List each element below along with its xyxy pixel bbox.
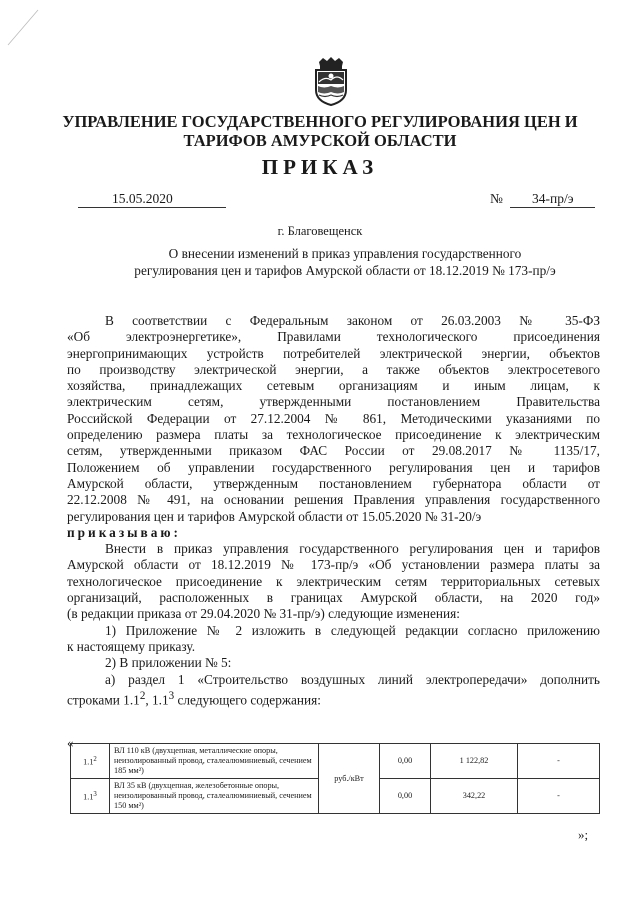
number-underline <box>510 207 595 208</box>
preamble-line: «Об электроэнергетике», Правилами технологического присоединения <box>67 329 600 345</box>
document-type-title: ПРИКАЗ <box>261 155 379 179</box>
quote-close: »; <box>578 827 589 842</box>
order-keyword: приказываю: <box>67 524 181 540</box>
amendment-table <box>70 743 600 814</box>
preamble-line: по производству электрической энергии, а также объектов электросетевого <box>67 361 600 377</box>
row-value-2: 342,22 <box>431 779 518 814</box>
row-name: ВЛ 35 кВ (двухцепная, железобетонные опоры, неизолированный провод, сталеалюминиевый, сечением 150 мм²) <box>110 779 319 814</box>
main-line: Амурской области от 18.12.2019 № 173-пр/э «Об установлении размера платы за <box>67 557 600 573</box>
preamble-line: Положением об управлении государственного регулирования цен и тарифов <box>67 459 600 475</box>
main-line: организаций, расположенных в границах Амурской области, на 2020 год» <box>67 590 600 606</box>
row-number-cell <box>71 779 110 814</box>
row-number-sup: 3 <box>93 790 97 798</box>
preamble-line: В соответствии с Федеральным законом от 26.03.2003 № 35-ФЗ <box>105 313 600 328</box>
number-sign: № <box>490 191 503 206</box>
org-name-line-1: УПРАВЛЕНИЕ ГОСУДАРСТВЕННОГО РЕГУЛИРОВАНИЯ ЦЕН И <box>62 112 578 131</box>
row-number-sup: 2 <box>93 755 97 763</box>
preamble-line: Амурской области, утвержденным постановлением губернатора области от <box>67 475 600 491</box>
preamble-line: 22.12.2008 № 491, на основании решения Правления управления государственного <box>67 492 600 508</box>
order-subject <box>110 246 580 279</box>
item-2a-mid: , 1.1 <box>145 692 169 708</box>
main-line: технологическое присоединение к электрическим сетям территориальных сетевых <box>67 573 600 589</box>
org-name-line-2: ТАРИФОВ АМУРСКОЙ ОБЛАСТИ <box>183 131 457 150</box>
city-name: г. Благовещенск <box>277 224 363 238</box>
item-2a-sup-2: 3 <box>168 689 175 702</box>
table-row <box>71 744 600 779</box>
quote-open: « <box>67 735 74 750</box>
preamble-line: определению размера платы за технологическое присоединение к электрическим <box>67 427 600 443</box>
subject-line-2: регулирования цен и тарифов Амурской области от 18.12.2019 № 173-пр/э <box>134 262 556 278</box>
preamble-line: сетям, утвержденными приказом ФАС России от 29.08.2017 № 1135/17, <box>67 443 600 459</box>
main-line: (в редакции приказа от 29.04.2020 № 31-пр/э) следующие изменения: <box>67 606 460 622</box>
date-underline <box>78 207 226 208</box>
item-1-line-1: 1) Приложение № 2 изложить в следующей редакции согласно приложению <box>105 622 600 638</box>
subject-line-1: О внесении изменений в приказ управления государственного <box>168 246 522 261</box>
item-1-line-2: к настоящему приказу. <box>67 638 196 654</box>
row-value-1: 0,00 <box>380 744 431 779</box>
item-2: 2) В приложении № 5: <box>105 655 232 671</box>
scan-corner-mark <box>0 0 60 60</box>
item-2a-line-2 <box>67 688 600 709</box>
row-value-3: - <box>518 744 600 779</box>
row-number: 1.1 <box>83 757 94 767</box>
unit-cell: руб./кВт <box>319 744 380 814</box>
row-number: 1.1 <box>83 792 94 802</box>
item-2a-suffix: следующего содержания: <box>174 692 321 708</box>
row-value-1: 0,00 <box>380 779 431 814</box>
order-date: 15.05.2020 <box>112 191 173 206</box>
preamble-line: Российской Федерации от 27.12.2004 № 861, Методическими указаниями по <box>67 410 600 426</box>
preamble-line: энергопринимающих устройств потребителей электрической энергии, объектов <box>67 345 600 361</box>
item-2a-prefix: строками 1.1 <box>67 692 140 708</box>
preamble-paragraph <box>67 313 600 709</box>
preamble-line: хозяйства, принадлежащих сетевым организациям и иным лицам, к <box>67 378 600 394</box>
row-value-2: 1 122,82 <box>431 744 518 779</box>
row-name: ВЛ 110 кВ (двухцепная, металлические опоры, неизолированный провод, сталеалюминиевый, сечением 185 мм²) <box>110 744 319 779</box>
preamble-line: электрическим сетям, утвержденными постановлением Правительства <box>67 394 600 410</box>
row-number-cell <box>71 744 110 779</box>
amur-region-coat-of-arms-icon <box>311 56 351 106</box>
order-number: 34-пр/э <box>532 191 574 206</box>
preamble-line: регулирования цен и тарифов Амурской области от 15.05.2020 № 31-20/э <box>67 508 482 524</box>
item-2a-sup-1: 2 <box>139 689 146 702</box>
row-value-3: - <box>518 779 600 814</box>
main-line: Внести в приказ управления государственного регулирования цен и тарифов <box>105 541 600 557</box>
item-2a-line-1: а) раздел 1 «Строительство воздушных линий электропередачи» дополнить <box>105 671 600 687</box>
